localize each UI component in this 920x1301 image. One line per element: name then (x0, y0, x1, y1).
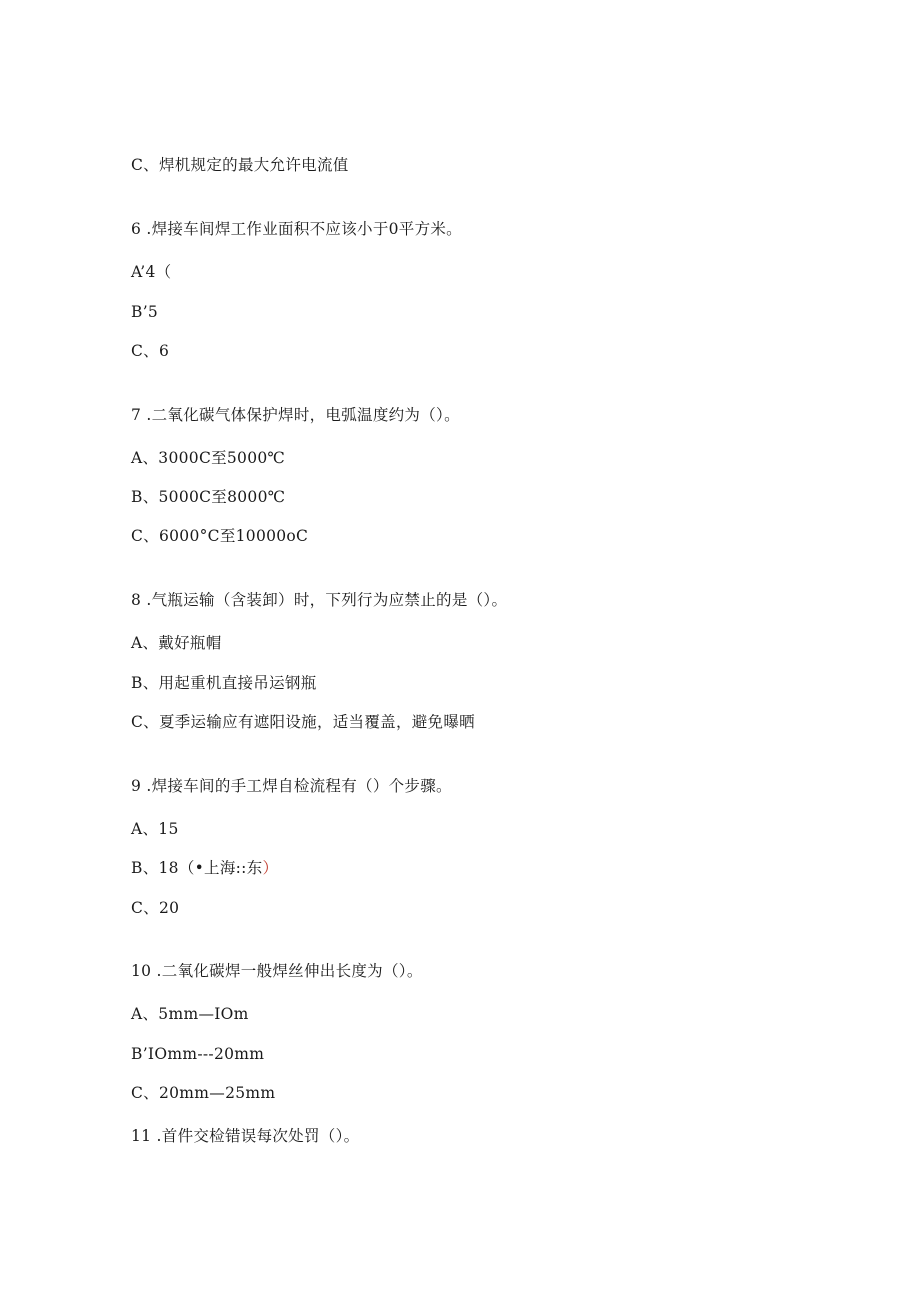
option-b-q6: B’5 (131, 303, 159, 321)
option-a-q10: A、5mm—IOm (131, 1005, 249, 1023)
option-c-q9: C、20 (131, 899, 180, 917)
option-b-q8: B、用起重机直接吊运钢瓶 (131, 674, 317, 692)
option-b-q9-accent: ） (262, 859, 279, 877)
option-a-q6: A’4（ (131, 263, 172, 281)
option-c-q8: C、夏季运输应有遮阳设施，适当覆盖，避免曝晒 (131, 713, 475, 731)
question-8: 8 .气瓶运输（含装卸）时，下列行为应禁止的是（）。 (131, 591, 508, 609)
question-9: 9 .焊接车间的手工焊自检流程有（）个步骤。 (131, 777, 452, 795)
option-a-q7: A、3000C至5000℃ (131, 449, 286, 467)
question-10: 10 .二氧化碳焊一般焊丝伸出长度为（）。 (131, 962, 423, 980)
option-b-q9-text: B、18（•上海::东 (131, 859, 263, 877)
question-7: 7 .二氧化碳气体保护焊时，电弧温度约为（）。 (131, 406, 460, 424)
option-c-q6: C、6 (131, 342, 170, 360)
option-b-q9 (131, 858, 278, 878)
option-a-q9: A、15 (131, 820, 179, 838)
option-c-q7: C、6000°C至10000oC (131, 527, 309, 545)
option-b-q10: B’IOmm---20mm (131, 1045, 265, 1063)
question-11: 11 .首件交检错误每次处罚（）。 (131, 1127, 360, 1145)
option-c-q5: C、焊机规定的最大允许电流值 (131, 156, 349, 174)
option-c-q10: C、20mm—25mm (131, 1084, 276, 1102)
option-a-q8: A、戴好瓶帽 (131, 634, 222, 652)
option-b-q7: B、5000C至8000℃ (131, 488, 286, 506)
question-6: 6 .焊接车间焊工作业面积不应该小于0平方米。 (131, 220, 462, 238)
